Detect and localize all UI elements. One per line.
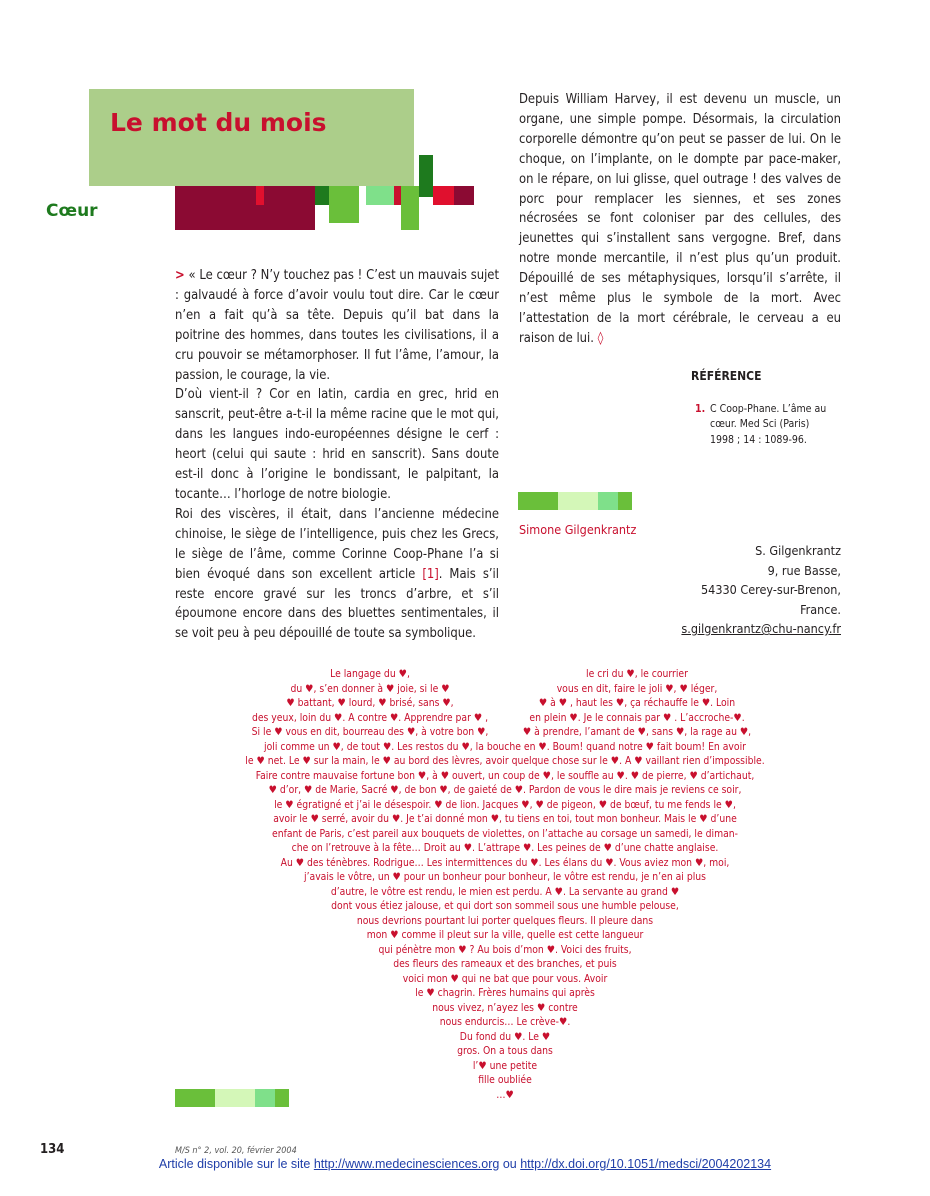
paragraph-text: . Mais s’il reste encore gravé sur les troncs d’arbre, et s’il époumone encore dans des bluettes sentimentales, il se voit peu à peu dépouillé de toute sa symbolique. (175, 566, 499, 642)
poem-line: gros. On a tous dans (457, 1045, 553, 1057)
decor-block (618, 492, 632, 510)
page-number: 134 (40, 1142, 65, 1157)
poem-line: joli comme un ♥, de tout ♥. Les restos du ♥, la bouche en ♥. Boum! quand notre ♥ fait boum! En avoir (264, 740, 746, 753)
poem-line: l’♥ une petite (472, 1059, 538, 1072)
footer-text: Article disponible sur le site (158, 1157, 314, 1171)
poem-line: Du fond du ♥. Le ♥ (459, 1030, 551, 1043)
reference-link[interactable]: [1] (422, 566, 439, 582)
poem-line: avoir le ♥ serré, avoir du ♥. Je t’ai donné mon ♥, tu tiens en toi, tout mon bonheur. Mais le ♥ d’une (273, 813, 737, 825)
paragraph-marker: > (175, 268, 185, 283)
poem-line: des fleurs des rameaux et des branches, et puis (393, 958, 617, 970)
paragraph (175, 505, 499, 644)
decor-block (598, 492, 618, 510)
poem-line-left: du ♥, s’en donner à ♥ joie, si le ♥ (290, 682, 450, 695)
footer-availability (0, 1157, 930, 1171)
title-background (89, 89, 414, 186)
poem-line-left: ♥ battant, ♥ lourd, ♥ brisé, sans ♥, (286, 697, 454, 709)
author-name: Simone Gilgenkrantz (519, 522, 637, 537)
reference-heading: RÉFÉRENCE (691, 369, 762, 383)
poem-line: dont vous étiez jalouse, et qui dort son sommeil sous une humble pelouse, (331, 900, 679, 912)
poem-line: nous endurcis… Le crève-♥. (439, 1016, 571, 1028)
poem-line: nous devrions pourtant lui porter quelques fleurs. Il pleure dans (356, 914, 654, 927)
paragraph (519, 90, 841, 349)
author-address (541, 541, 841, 639)
poem-line-left: Le langage du ♥, (330, 668, 410, 680)
decor-block (518, 492, 558, 510)
decor-block (215, 1089, 255, 1107)
poem-line: le ♥ égratigné et j’ai le désespoir. ♥ de lion. Jacques ♥, ♥ de pigeon, ♥ de bœuf, tu me fends le ♥, (274, 798, 736, 811)
poem-line-right: vous en dit, faire le joli ♥, ♥ léger, (556, 682, 718, 695)
poem-line-right: ♥ à prendre, l’amant de ♥, sans ♥, la rage au ♥, (522, 726, 752, 738)
poem-line: Au ♥ des ténèbres. Rodrigue… Les intermittences du ♥. Les élans du ♥. Vous aviez mon ♥, moi, (280, 856, 730, 869)
reference-number: 1. (695, 403, 706, 415)
poem-line: voici mon ♥ qui ne bat que pour vous. Avoir (402, 972, 608, 985)
paragraph-text: Roi des viscères, il était, dans l’ancienne médecine chinoise, le siège de l’intelligence, puis chez les Grecs, le siège de l’âme, comme Corinne Coop-Phane l’a si bien évoqué dans son excellent article (175, 506, 499, 582)
paragraph-text: « Le cœur ? N’y touchez pas ! C’est un mauvais sujet : galvaudé à force d’avoir voulu tout dire. Car le cœur n’en a fait qu’à sa tête. Depuis qu’il bat dans la poitrine des hommes, dans toutes les civilisations, il a cru pouvoir se métamorphoser. Il fut l’âme, l’amour, la passion, le courage, la vie. (175, 268, 499, 383)
author-email-link[interactable]: s.gilgenkrantz@chu-nancy.fr (681, 621, 841, 637)
page-title: Le mot du mois (110, 108, 327, 137)
poem-line: qui pénètre mon ♥ ? Au bois d’mon ♥. Voici des fruits, (378, 943, 632, 956)
poem-line: le ♥ chagrin. Frères humains qui après (415, 987, 595, 999)
paragraph: D’où vient-il ? Cor en latin, cardia en grec, hrid en sanscrit, peut-être a-t-il la même racine que le mot qui, dans les langues indo-européennes désigne le cerf : heort (celui qui saute : hrid en sanscrit). Sans doute est-il donc à l’origine le bondissant, le palpitant, la tocante… l’horloge de notre biologie. (175, 387, 499, 502)
decor-block (419, 155, 433, 197)
decor-block (175, 1089, 215, 1107)
decor-block (366, 186, 394, 205)
end-mark: ◊ (597, 330, 604, 346)
address-line: France. (800, 601, 841, 617)
paragraph-text: Depuis William Harvey, il est devenu un muscle, un organe, une simple pompe. Désormais, la circulation corporelle démontre qu’on peut se passer de lui. On le choque, on l’implante, on le dompte par pace-maker, on le répare, on lui glisse, quel outrage ! des valves de porc pour remplacer les siennes, et ses zones nécrosées se font coloniser par des cellules, des jeunettes qui s’installent sans vergogne. Bref, dans notre monde mercantile, il n’est plus qu’un produit. Dépouillé de ses métaphysiques, lorsqu’il s’arrête, il n’est même plus le symbole de la mort. Avec l’attestation de la mort cérébrale, le cerveau a eu raison de lui. (519, 92, 841, 346)
decor-block (329, 186, 359, 223)
poem-line-left: Si le ♥ vous en dit, bourreau des ♥, à votre bon ♥, (251, 726, 489, 738)
decor-block (558, 492, 598, 510)
poem-line: …♥ (496, 1088, 514, 1101)
left-column (175, 266, 499, 644)
decor-block (175, 186, 315, 230)
poem-line-left: des yeux, loin du ♥. A contre ♥. Apprendre par ♥ , (251, 711, 489, 724)
decor-block (315, 186, 329, 205)
poem-line: j’avais le vôtre, un ♥ pour un bonheur pour bonheur, le vôtre est rendu, je n’en ai plus (304, 871, 706, 883)
address-line: 9, rue Basse, (767, 562, 841, 578)
decor-block (401, 186, 419, 230)
footer-link-site[interactable]: http://www.medecinesciences.org (313, 1157, 500, 1171)
address-line: 54330 Cerey-sur-Brenon, (701, 582, 841, 598)
poem-line: mon ♥ comme il pleut sur la ville, quelle est cette langueur (366, 929, 644, 941)
decor-block (275, 1089, 289, 1107)
poem-line-right: en plein ♥. Je le connais par ♥ . L’accroche-♥. (529, 711, 745, 724)
reference-text: C Coop-Phane. L’âme au cœur. Med Sci (Paris) 1998 ; 14 : 1089-96. (710, 403, 827, 446)
poem-line: le ♥ net. Le ♥ sur la main, le ♥ au bord des lèvres, avoir quelque chose sur le ♥. A ♥ vaillant rien d’impossible. (245, 755, 765, 767)
poem-line: che on l’retrouve à la fête… Droit au ♥. L’attrape ♥. Les peines de ♥ d’une chatte anglaise. (291, 842, 719, 854)
poem-line: Faire contre mauvaise fortune bon ♥, à ♥ ouvert, un coup de ♥, le souffle au ♥. ♥ de pierre, ♥ d’artichaut, (255, 769, 755, 782)
poem-line-right: ♥ à ♥ , haut les ♥, ça réchauffe le ♥. Loin (538, 697, 736, 709)
poem-line: d’autre, le vôtre est rendu, le mien est perdu. A ♥. La servante au grand ♥ (330, 885, 680, 898)
right-column (519, 90, 841, 349)
poem-line: nous vivez, n’ayez les ♥ contre (432, 1001, 578, 1014)
journal-citation: M/S n° 2, vol. 20, février 2004 (175, 1146, 297, 1156)
decor-block (454, 186, 474, 205)
decor-block (433, 186, 454, 205)
decor-block (255, 1089, 275, 1107)
address-line: S. Gilgenkrantz (755, 543, 841, 558)
poem-line: fille oubliée (478, 1074, 532, 1086)
poem-line: enfant de Paris, c’est pareil aux bouquets de violettes, on l’attache au corsage un samedi, le diman- (271, 827, 739, 840)
footer-text: ou (499, 1157, 521, 1171)
decor-block (256, 186, 264, 205)
paragraph (175, 266, 499, 385)
footer-link-doi[interactable]: http://dx.doi.org/10.1051/medsci/2004202134 (520, 1157, 772, 1171)
poem-line: ♥ d’or, ♥ de Marie, Sacré ♥, de bon ♥, de gaieté de ♥. Pardon de vous le dire mais je reviens ce soir, (268, 784, 742, 796)
poem-line-right: le cri du ♥, le courrier (586, 668, 688, 680)
section-subtitle: Cœur (46, 201, 98, 221)
